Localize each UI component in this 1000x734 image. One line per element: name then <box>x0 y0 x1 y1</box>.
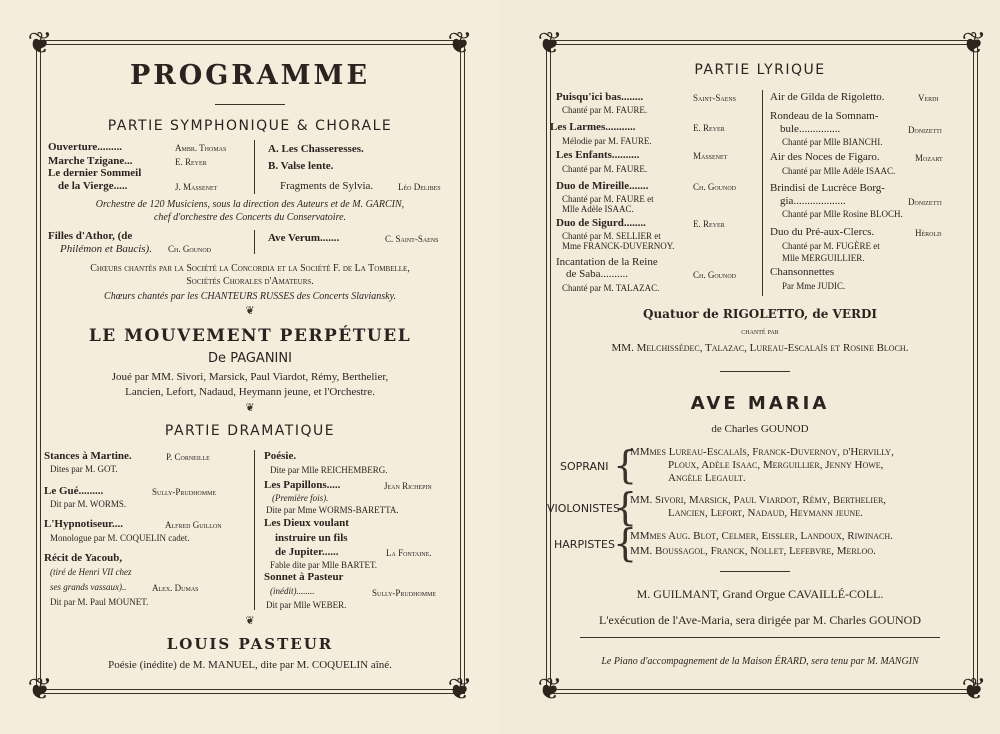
composer: Léo Delibes <box>398 182 441 192</box>
chasseresses: A. Les Chasseresses. <box>268 143 364 155</box>
performer: Mélodie par M. FAURE. <box>562 136 652 146</box>
performer: Chanté par M. FAURE. <box>562 105 648 115</box>
soprani-names: Ploux, Adèle Isaac, Merguillier, Jenny Howe, <box>668 459 884 471</box>
lyric-piece: Chansonnettes <box>770 266 835 278</box>
harp-names: MMmes Aug. Blot, Celmer, Eissler, Landoux, Riwinach. <box>630 530 893 542</box>
performer: Chanté par M. SELLIER et <box>562 231 661 241</box>
sonnet: Sonnet à Pasteur <box>264 571 344 583</box>
composer: E. Reyer <box>693 123 725 133</box>
composer: C. Saint-Saens <box>385 234 439 244</box>
le-gue: Le Gué......... <box>44 485 104 497</box>
ave-maria-title: AVE MARIA <box>690 393 830 414</box>
corner-ornament-icon: ❦ <box>537 27 563 60</box>
stances: Stances à Martine. <box>44 450 132 462</box>
quatuor-title: Quatuor de RIGOLETTO, de VERDI <box>643 307 877 321</box>
composer: Verdi <box>918 93 939 103</box>
violin-names: Lancien, Lefort, Nadaud, Heymann jeune. <box>668 507 863 519</box>
performer: Dit par M. WORMS. <box>50 499 127 509</box>
composer: Donizetti <box>908 197 942 207</box>
lyric-piece: de Saba.......... <box>566 268 629 280</box>
performer: Chanté par M. TALAZAC. <box>562 283 660 293</box>
performer: Fable dite par Mlle BARTET. <box>270 560 378 570</box>
pasteur-line: Poésie (inédite) de M. MANUEL, dite par M. COQUELIN aîné. <box>108 659 392 671</box>
column-divider <box>254 230 255 254</box>
choeurs-note: Sociétés Chorales d'Amateurs. <box>186 276 314 287</box>
divider <box>720 571 790 572</box>
lyric-piece: Incantation de la Reine <box>556 256 658 268</box>
lyric-piece: Duo de Mireille....... <box>556 180 649 192</box>
section-label: SOPRANI <box>560 460 609 473</box>
soprani-names: MMmes Lureau-Escalaïs, Franck-Duvernoy, d'Hervilly, <box>630 446 894 458</box>
performer: Chanté par M. FAURE. <box>562 164 648 174</box>
corner-ornament-icon: ❦ <box>27 27 53 60</box>
composer: Donizetti <box>908 125 942 135</box>
performer: Dite par Mme WORMS-BARETTA. <box>266 505 399 515</box>
mouvement-composer: De PAGANINI <box>208 351 292 366</box>
performer: Dit par Mlle WEBER. <box>266 600 347 610</box>
mouvement-title: LE MOUVEMENT PERPÉTUEL <box>88 326 412 346</box>
poesie: Poésie. <box>264 450 297 462</box>
performer: Chanté par M. FUGÈRE et <box>782 241 880 251</box>
marche: Marche Tzigane... <box>48 155 133 167</box>
author: Sully-Prudhomme <box>372 588 437 598</box>
performer: Mlle MERGUILLIER. <box>782 253 865 263</box>
mouvement-performers: Joué par MM. Sivori, Marsick, Paul Viardot, Rémy, Berthelier, <box>111 371 389 383</box>
column-divider <box>762 90 763 296</box>
soprani-names: Angèle Legault. <box>668 472 746 484</box>
composer: E. Reyer <box>175 157 207 167</box>
corner-ornament-icon: ❦ <box>961 673 987 706</box>
lyric-piece: Brindisi de Lucrèce Borg- <box>770 182 885 194</box>
lyric-piece: Air des Noces de Figaro. <box>770 151 880 163</box>
author: Alfred Guillon <box>165 520 222 530</box>
composer: Mozart <box>915 153 943 163</box>
composer: Ch. Gounod <box>693 270 737 280</box>
lyric-heading: PARTIE LYRIQUE <box>694 62 826 78</box>
lyric-piece: Air de Gilda de Rigoletto. <box>770 91 885 103</box>
quatuor-by: chanté par <box>741 327 779 336</box>
direction-line: L'exécution de l'Ave-Maria, sera dirigée par M. Charles GOUNOD <box>599 613 921 627</box>
filles-athor: Philémon et Baucis). <box>60 243 152 255</box>
column-divider <box>254 140 255 194</box>
performer: Monologue par M. COQUELIN cadet. <box>50 533 190 543</box>
harp-names: MM. Boussagol, Franck, Nollet, Lefebvre, Merloo. <box>630 545 876 557</box>
dieux: de Jupiter...... <box>275 546 339 558</box>
lyric-piece: Duo du Pré-aux-Clercs. <box>770 226 875 238</box>
choeurs-note: Chœurs chantés par les CHANTEURS RUSSES des Concerts Slaviansky. <box>104 291 396 302</box>
sommeil: Le dernier Sommeil <box>48 167 142 179</box>
lyric-piece: Rondeau de la Somnam- <box>770 110 879 122</box>
performer: Chanté par Mlle BIANCHI. <box>782 137 883 147</box>
brace: { <box>613 485 638 529</box>
divider-ornament-icon: ❦ <box>245 615 255 627</box>
programme-title: PROGRAMME <box>129 60 371 91</box>
divider <box>580 637 940 638</box>
sonnet: (inédit)........ <box>270 586 315 596</box>
lyric-piece: Les Larmes........... <box>550 121 636 133</box>
author: Sully-Prudhomme <box>152 487 217 497</box>
performer: Chanté par Mlle Rosine BLOCH. <box>782 209 903 219</box>
performer: Mme FRANCK-DUVERNOY. <box>562 241 675 251</box>
column-divider <box>254 450 255 610</box>
papillons: Les Papillons..... <box>264 479 341 491</box>
composer: Ambr. Thomas <box>175 143 227 153</box>
divider <box>215 104 285 105</box>
corner-ornament-icon: ❦ <box>447 27 473 60</box>
pasteur-title: LOUIS PASTEUR <box>166 635 334 653</box>
corner-ornament-icon: ❦ <box>27 673 53 706</box>
symphonic-heading: PARTIE SYMPHONIQUE & CHORALE <box>107 118 393 134</box>
ouverture: Ouverture......... <box>48 141 123 153</box>
yacoub: ses grands vassaux).. <box>50 582 127 592</box>
composer: Ch. Gounod <box>168 244 212 254</box>
corner-ornament-icon: ❦ <box>447 673 473 706</box>
orchestre-note: Orchestre de 120 Musiciens, sous la direction des Auteurs et de M. GARCIN, <box>95 199 405 210</box>
composer: J. Massenet <box>175 182 218 192</box>
composer: Massenet <box>693 151 728 161</box>
performer: Dite par Mlle REICHEMBERG. <box>270 465 388 475</box>
mouvement-performers: Lancien, Lefort, Nadaud, Heymann jeune, et l'Orchestre. <box>125 386 375 398</box>
lyric-piece: bule............... <box>780 123 841 135</box>
composer: Hérold <box>915 228 942 238</box>
performer: Chanté par Mlle Adèle ISAAC. <box>782 166 896 176</box>
brace: { <box>613 443 638 487</box>
dramatic-heading: PARTIE DRAMATIQUE <box>164 423 336 439</box>
section-label: HARPISTES <box>554 538 615 551</box>
divider <box>720 371 790 372</box>
performer: Chanté par M. FAURE et <box>562 194 654 204</box>
composer: E. Reyer <box>693 219 725 229</box>
corner-ornament-icon: ❦ <box>537 673 563 706</box>
papillons: (Première fois). <box>272 493 329 503</box>
filles-athor: Filles d'Athor, (de <box>48 230 133 242</box>
author: P. Corneille <box>166 452 210 462</box>
dieux: Les Dieux voulant <box>264 517 349 529</box>
composer: Ch. Gounod <box>693 182 737 192</box>
brace: { <box>613 521 638 565</box>
right-page <box>500 0 1000 734</box>
orgue-line: M. GUILMANT, Grand Orgue CAVAILLÉ-COLL. <box>636 587 884 601</box>
sommeil: de la Vierge..... <box>58 180 128 192</box>
lyric-piece: Les Enfants.......... <box>556 149 640 161</box>
orchestre-note: chef d'orchestre des Concerts du Conservatoire. <box>153 212 347 223</box>
author: Alex. Dumas <box>152 583 199 593</box>
corner-ornament-icon: ❦ <box>961 27 987 60</box>
violin-names: MM. Sivori, Marsick, Paul Viardot, Rémy, Berthelier, <box>630 494 887 506</box>
hypnotiseur: L'Hypnotiseur.... <box>44 518 124 530</box>
dieux: instruire un fils <box>275 532 348 544</box>
section-label: VIOLONISTES <box>547 502 620 515</box>
divider-ornament-icon: ❦ <box>245 305 255 317</box>
fragments: Fragments de Sylvia. <box>280 180 374 192</box>
ave-maria-composer: de Charles GOUNOD <box>711 423 809 435</box>
lyric-piece: gia................... <box>780 195 846 207</box>
performer: Dites par M. GOT. <box>50 464 118 474</box>
lyric-piece: Duo de Sigurd........ <box>556 217 646 229</box>
valse: B. Valse lente. <box>268 160 334 172</box>
divider-ornament-icon: ❦ <box>245 402 255 414</box>
yacoub: (tiré de Henri VII chez <box>50 567 132 577</box>
performer: Mlle Adèle ISAAC. <box>562 204 634 214</box>
performer: Par Mme JUDIC. <box>782 281 846 291</box>
piano-note: Le Piano d'accompagnement de la Maison ÉRARD, sera tenu par M. MANGIN <box>601 656 919 667</box>
ave-verum: Ave Verum....... <box>268 232 340 244</box>
author: La Fontaine. <box>386 548 432 558</box>
author: Jean Richepin <box>384 481 432 491</box>
lyric-piece: Puisqu'ici bas........ <box>556 91 644 103</box>
choeurs-note: Chœurs chantés par la Société la Concordia et la Société F. de La Tombelle, <box>90 263 410 274</box>
yacoub: Récit de Yacoub, <box>44 552 123 564</box>
quatuor-names: MM. Melchissédec, Talazac, Lureau-Escalaïs et Rosine Bloch. <box>611 342 909 354</box>
composer: Saint-Saens <box>693 93 737 103</box>
performer: Dit par M. Paul MOUNET. <box>50 597 149 607</box>
